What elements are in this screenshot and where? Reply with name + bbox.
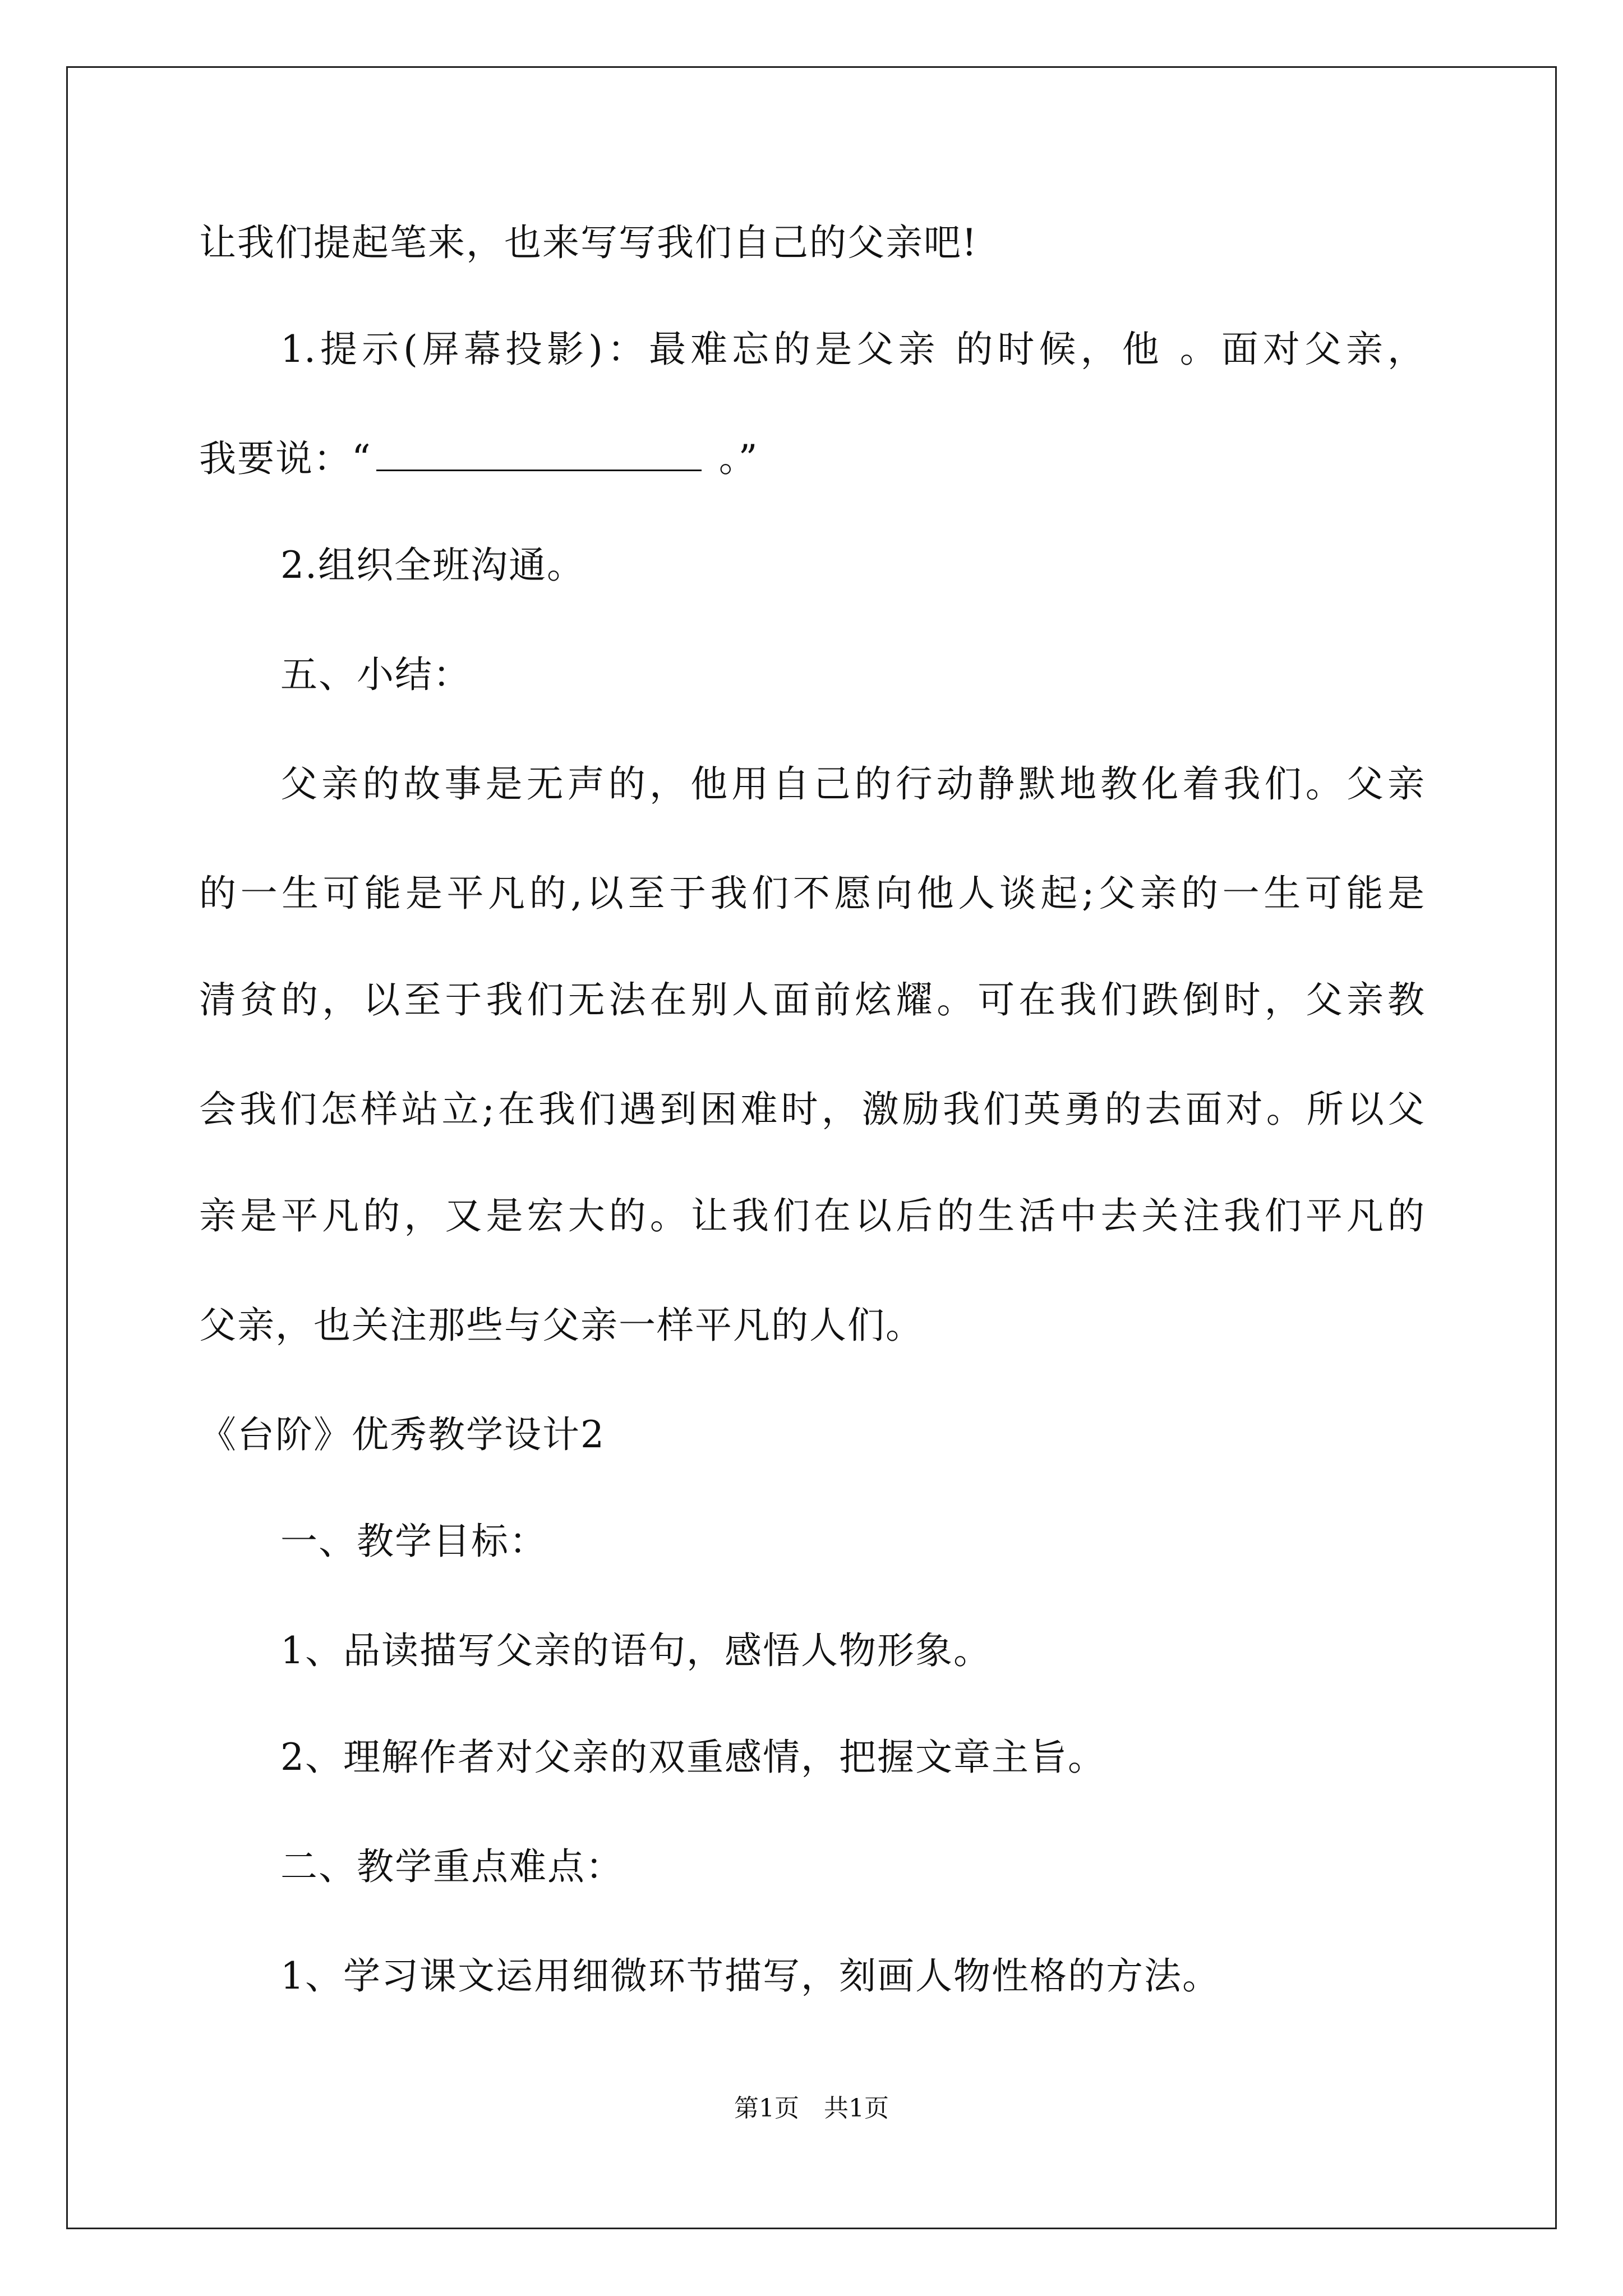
text-line-1: 让我们提起笔来，也来写写我们自己的父亲吧! [199, 221, 978, 264]
paragraph-line-3: 清贫的，以至于我们无法在别人面前炫耀。可在我们跌倒时，父亲教 [199, 978, 1424, 1022]
goal-item-2: 2、理解作者对父亲的双重感情，把握文章主旨。 [280, 1736, 1106, 1779]
blank-prefix: 我要说：“ [199, 437, 372, 480]
page-border [66, 66, 1557, 2229]
blank-suffix: 。” [706, 437, 759, 480]
paragraph-line-5: 亲是平凡的，又是宏大的。让我们在以后的生活中去关注我们平凡的 [199, 1194, 1424, 1237]
key-point-item-1: 1、学习课文运用细微环节描写，刻画人物性格的方法。 [280, 1954, 1220, 1998]
text-line-blank [199, 436, 758, 481]
paragraph-line-2: 的一生可能是平凡的,以至于我们不愿向他人谈起;父亲的一生可能是 [199, 872, 1424, 915]
text-line-prompt: 1.提示(屏幕投影)：最难忘的是父亲 的时候，他 。面对父亲， [280, 328, 1424, 371]
paragraph-line-6: 父亲，也关注那些与父亲一样平凡的人们。 [199, 1304, 924, 1347]
section-heading-key-points: 二、教学重点难点： [280, 1845, 624, 1888]
section-heading-summary: 五、小结： [280, 653, 471, 696]
goal-item-1: 1、品读描写父亲的语句，感悟人物形象。 [280, 1629, 992, 1672]
paragraph-line-1: 父亲的故事是无声的，他用自己的行动静默地教化着我们。父亲 [280, 762, 1424, 806]
document-title: 《台阶》优秀教学设计2 [199, 1413, 605, 1456]
fill-in-blank [376, 437, 702, 471]
paragraph-line-4: 会我们怎样站立;在我们遇到困难时，激励我们英勇的去面对。所以父 [199, 1088, 1424, 1131]
section-heading-goals: 一、教学目标： [280, 1520, 547, 1563]
text-line-discussion: 2.组织全班沟通。 [280, 544, 585, 587]
page-number-footer: 第1页 共1页 [734, 2094, 889, 2123]
